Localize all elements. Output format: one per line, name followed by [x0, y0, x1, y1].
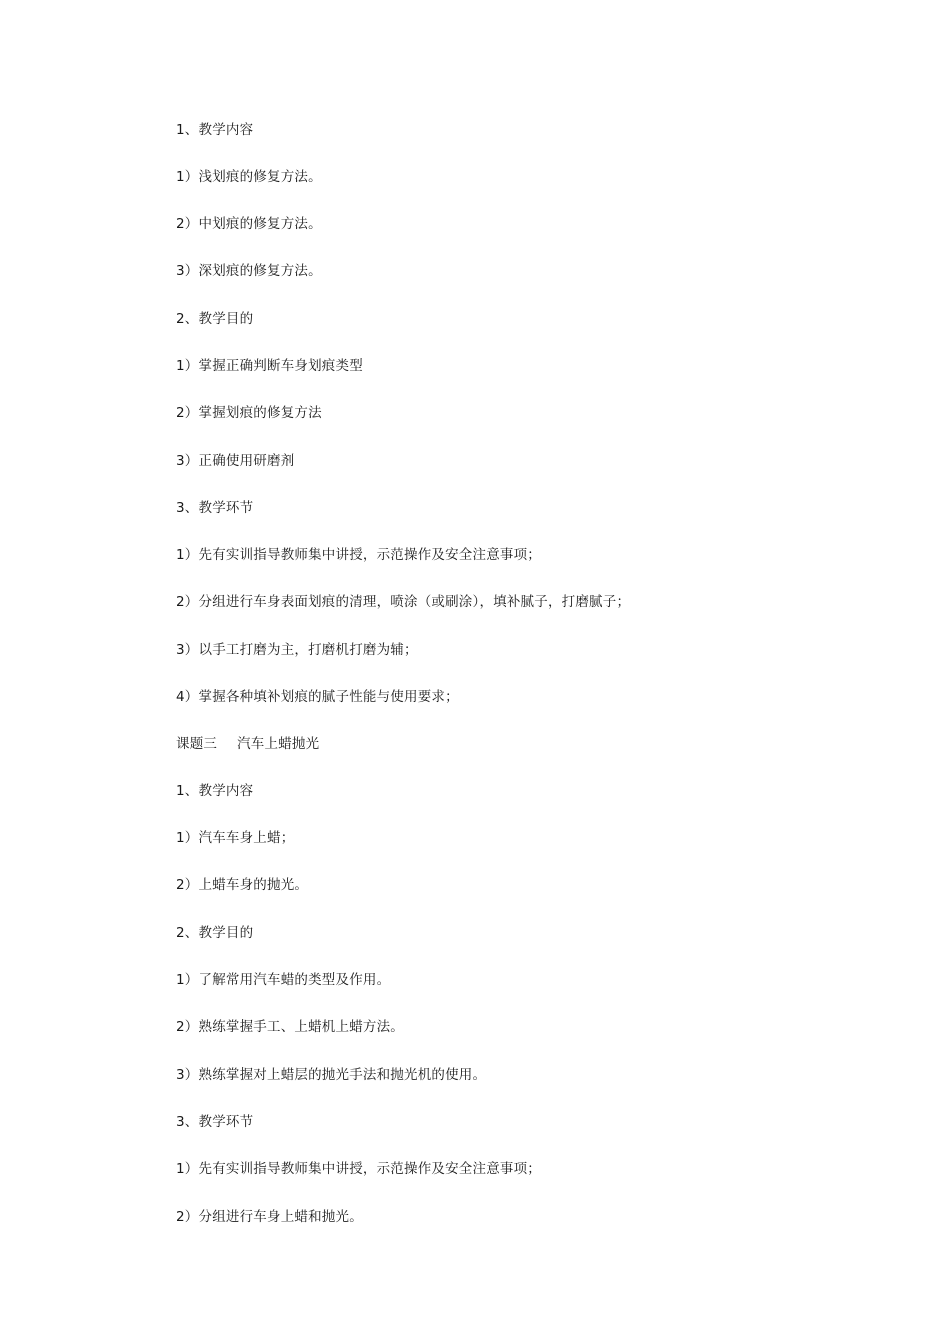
list-item: 1）先有实训指导教师集中讲授，示范操作及安全注意事项； [176, 547, 541, 563]
topic-heading [176, 735, 319, 753]
list-item: 3）以手工打磨为主，打磨机打磨为辅； [176, 642, 418, 658]
topic-prefix: 课题三 [176, 736, 218, 752]
list-item: 3）熟练掌握对上蜡层的抛光手法和抛光机的使用。 [176, 1067, 487, 1083]
list-item: 2）分组进行车身表面划痕的清理，喷涂（或刷涂），填补腻子，打磨腻子； [176, 594, 631, 610]
list-item: 3）正确使用研磨剂 [176, 453, 295, 469]
section-heading: 3、教学环节 [176, 500, 254, 516]
list-item: 1）汽车车身上蜡； [176, 830, 295, 846]
topic-title: 汽车上蜡抛光 [237, 736, 320, 752]
section-heading: 3、教学环节 [176, 1114, 254, 1130]
list-item: 2）中划痕的修复方法。 [176, 216, 322, 232]
list-item: 3）深划痕的修复方法。 [176, 263, 322, 279]
section-heading: 1、教学内容 [176, 783, 254, 799]
section-heading: 2、教学目的 [176, 925, 254, 941]
list-item: 1）了解常用汽车蜡的类型及作用。 [176, 972, 391, 988]
section-heading: 2、教学目的 [176, 311, 254, 327]
list-item: 2）上蜡车身的抛光。 [176, 877, 309, 893]
list-item: 2）分组进行车身上蜡和抛光。 [176, 1209, 363, 1225]
section-heading: 1、教学内容 [176, 122, 254, 138]
list-item: 1）掌握正确判断车身划痕类型 [176, 358, 363, 374]
list-item: 1）先有实训指导教师集中讲授，示范操作及安全注意事项； [176, 1161, 541, 1177]
list-item: 2）熟练掌握手工、上蜡机上蜡方法。 [176, 1019, 404, 1035]
list-item: 2）掌握划痕的修复方法 [176, 405, 322, 421]
list-item: 4）掌握各种填补划痕的腻子性能与使用要求； [176, 689, 459, 705]
list-item: 1）浅划痕的修复方法。 [176, 169, 322, 185]
